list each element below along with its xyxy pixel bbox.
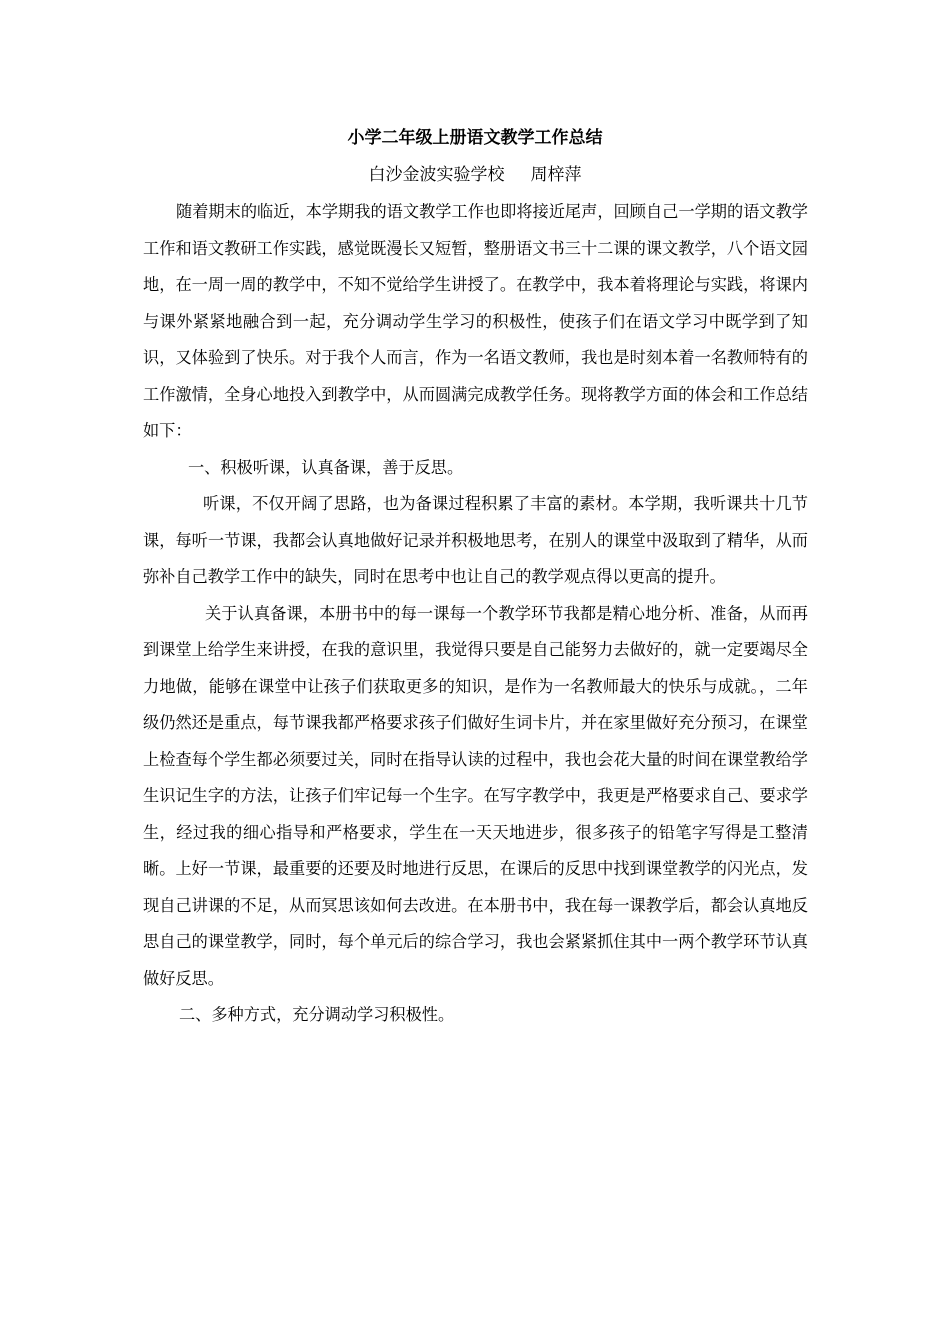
document-title: 小学二年级上册语文教学工作总结 xyxy=(347,128,603,148)
author-name: 周梓萍 xyxy=(530,165,582,185)
author-line xyxy=(0,164,950,186)
document-body xyxy=(143,194,808,1034)
section-heading-1: 一、积极听课，认真备课，善于反思。 xyxy=(188,457,464,477)
intro-paragraph: 随着期末的临近，本学期我的语文教学工作也即将接近尾声，回顾自己一学期的语文教学工作和语文教研工作实践，感觉既漫长又短暂，整册语文书三十二课的课文教学，八个语文园地，在一周一周的教学中，不知不觉给学生讲授了。在教学中，我本着将理论与实践，将课内与课外紧紧地融合到一起，充分调动学生学习的积极性，使孩子们在语文学习中既学到了知识，又体验到了快乐。对于我个人而言，作为一名语文教师，我也是时刻本着一名教师特有的工作激情，全身心地投入到教学中，从而圆满完成教学任务。现将教学方面的体会和工作总结如下： xyxy=(143,202,808,440)
school-name: 白沙金波实验学校 xyxy=(368,165,505,185)
preparation-paragraph: 关于认真备课，本册书中的每一课每一个教学环节我都是精心地分析、准备，从而再到课堂上给学生来讲授，在我的意识里，我觉得只要是自己能努力去做好的，就一定要竭尽全力地做，能够在课堂中让孩子们获取更多的知识，是作为一名教师最大的快乐与成就。，二年级仍然还是重点，每节课我都严格要求孩子们做好生词卡片，并在家里做好充分预习，在课堂上检查每个学生都必须要过关，同时在指导认读的过程中，我也会花大量的时间在课堂教给学生识记生字的方法，让孩子们牢记每一个生字。在写字教学中，我更是严格要求自己、要求学生，经过我的细心指导和严格要求，学生在一天天地进步，很多孩子的铅笔字写得是工整清晰。上好一节课，最重要的还要及时地进行反思，在课后的反思中找到课堂教学的闪光点，发现自己讲课的不足，从而冥思该如何去改进。在本册书中，我在每一课教学后，都会认真地反思自己的课堂教学，同时，每个单元后的综合学习，我也会紧紧抓住其中一两个教学环节认真做好反思。 xyxy=(143,603,808,988)
section-heading-2: 二、多种方式，充分调动学习积极性。 xyxy=(179,1005,455,1024)
listening-paragraph: 听课，不仅开阔了思路，也为备课过程积累了丰富的素材。本学期，我听课共十几节课，每听一节课，我都会认真地做好记录并积极地思考，在别人的课堂中汲取到了精华，从而弥补自己教学工作中的缺失，同时在思考中也让自己的教学观点得以更高的提升。 xyxy=(143,494,808,586)
